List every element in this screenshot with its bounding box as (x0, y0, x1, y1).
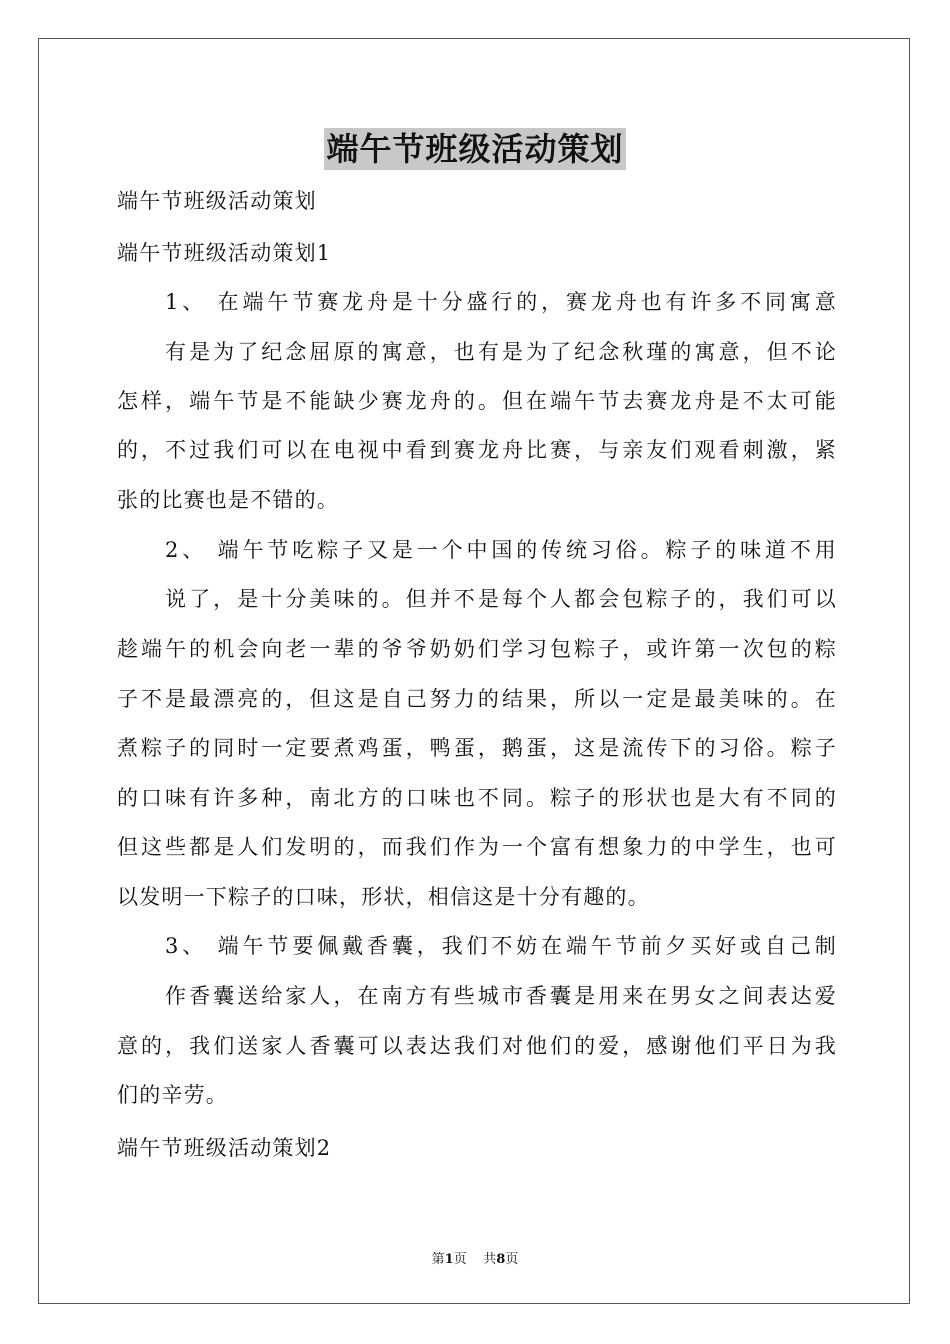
document-title-wrap (0, 124, 950, 170)
paragraph-line: 趁端午的机会向老一辈的爷爷奶奶们学习包粽子，或许第一次包的粽 (117, 637, 837, 661)
paragraph-line: 子不是最漂亮的，但这是自己努力的结果，所以一定是最美味的。在 (117, 687, 837, 711)
paragraph-line: 们的辛劳。 (117, 1083, 228, 1107)
paragraph-line: 的口味有许多种，南北方的口味也不同。粽子的形状也是大有不同的 (117, 786, 837, 810)
page-border (38, 38, 910, 1304)
document-title: 端午节班级活动策划 (326, 130, 624, 168)
footer-total-pages: 8 (496, 1252, 506, 1267)
footer-total-suffix: 页 (505, 1252, 519, 1267)
section-heading: 端午节班级活动策划 (117, 189, 317, 213)
paragraph-line: 作香囊送给家人，在南方有些城市香囊是用来在男女之间表达爱 (165, 984, 837, 1008)
section-heading-2: 端午节班级活动策划2 (117, 1136, 332, 1160)
page-footer (0, 1248, 950, 1267)
paragraph-line: 但这些都是人们发明的，而我们作为一个富有想象力的中学生，也可 (117, 835, 837, 859)
paragraph-line: 张的比赛也是不错的。 (117, 488, 339, 512)
paragraph-line: 1、 在端午节赛龙舟是十分盛行的，赛龙舟也有许多不同寓意 (165, 290, 837, 314)
paragraph-line: 3、 端午节要佩戴香囊，我们不妨在端午节前夕买好或自己制 (165, 934, 837, 958)
paragraph-line: 说了，是十分美味的。但并不是每个人都会包粽子的，我们可以 (165, 587, 837, 611)
footer-page-suffix: 页 (453, 1252, 467, 1267)
section-heading-1: 端午节班级活动策划1 (117, 241, 332, 265)
paragraph-line: 2、 端午节吃粽子又是一个中国的传统习俗。粽子的味道不用 (165, 538, 837, 562)
paragraph-line: 煮粽子的同时一定要煮鸡蛋，鸭蛋，鹅蛋，这是流传下的习俗。粽子 (117, 736, 837, 760)
footer-page-number: 1 (444, 1252, 454, 1267)
paragraph-line: 怎样，端午节是不能缺少赛龙舟的。但在端午节去赛龙舟是不太可能 (117, 389, 837, 413)
footer-total-prefix: 共 (483, 1252, 497, 1267)
paragraph-line: 意的，我们送家人香囊可以表达我们对他们的爱，感谢他们平日为我 (117, 1034, 837, 1058)
footer-page-prefix: 第 (431, 1252, 445, 1267)
paragraph-line: 以发明一下粽子的口味，形状，相信这是十分有趣的。 (117, 885, 650, 909)
paragraph-line: 的，不过我们可以在电视中看到赛龙舟比赛，与亲友们观看刺激，紧 (117, 438, 837, 462)
paragraph-line: 有是为了纪念屈原的寓意，也有是为了纪念秋瑾的寓意，但不论 (165, 340, 837, 364)
